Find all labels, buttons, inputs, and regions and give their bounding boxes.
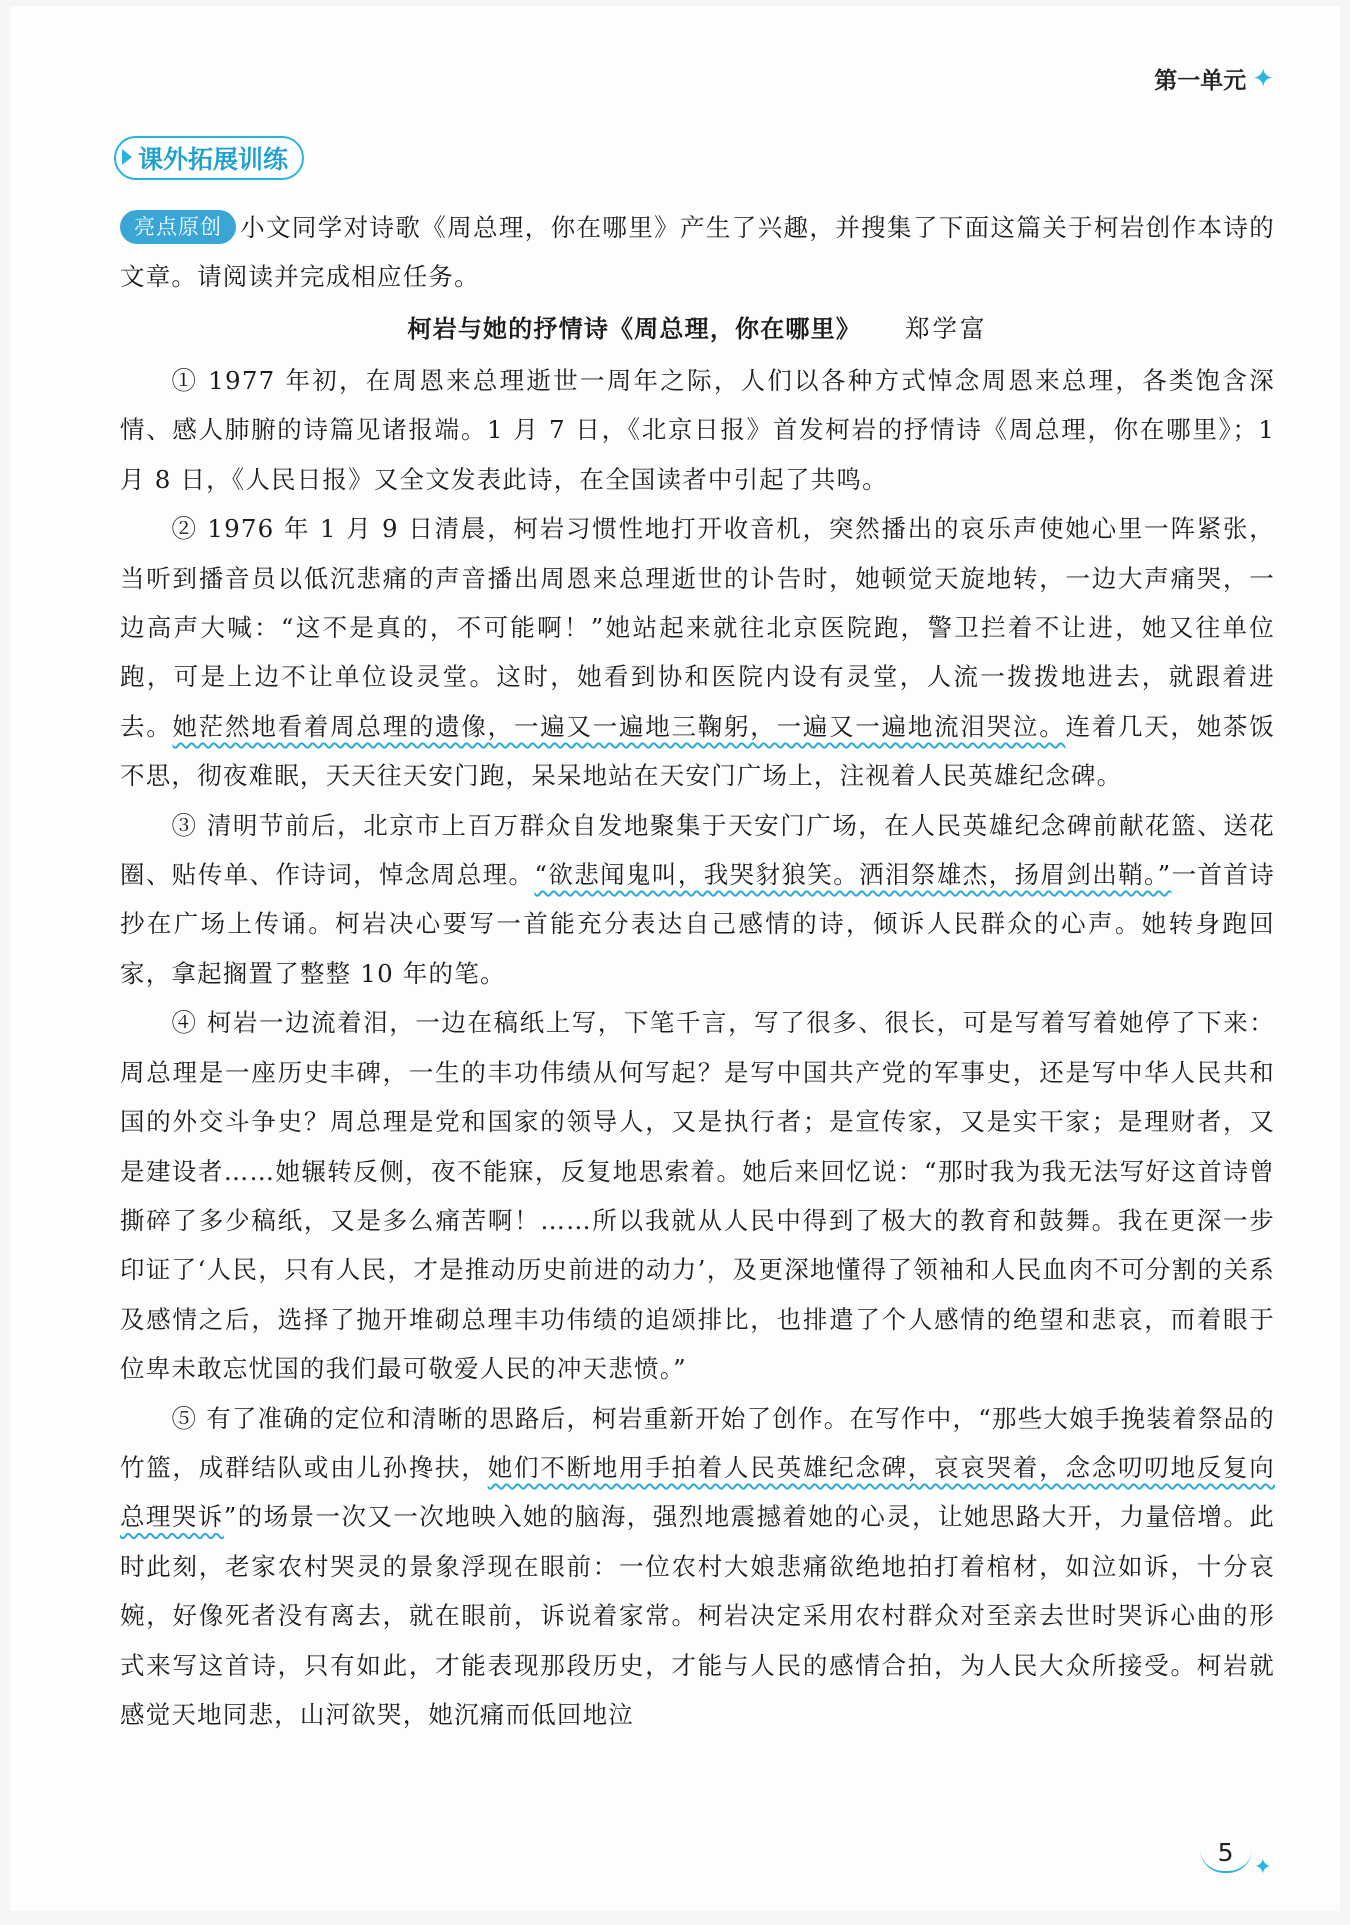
paragraph-3-text-a: ③ 清明节前后，北京市上百万群众自发地聚集于天安门广场，在人民英雄纪念碑前献花篮、送花圈、贴传单、作诗词，悼念周总理。 — [120, 810, 1275, 890]
section-title-pill — [114, 136, 304, 180]
paragraph-4: ④ 柯岩一边流着泪，一边在稿纸上写，下笔千言，写了很多、很长，可是写着写着她停了下来：周总理是一座历史丰碑，一生的丰功伟绩从何写起？是写中国共产党的军事史，还是写中华人民共和国的外交斗争史？周总理是党和国家的领导人，又是执行者；是宣传家，又是实干家；是理财者，又是建设者……她辗转反侧，夜不能寐，反复地思索着。她后来回忆说：“那时我为我无法写好这首诗曾撕碎了多少稿纸，又是多么痛苦啊！……所以我就从人民中得到了极大的教育和鼓舞。我在更深一步印证了‘人民，只有人民，才是推动历史前进的动力’，及更深地懂得了领袖和人民血肉不可分割的关系及感情之后，选择了抛开堆砌总理丰功伟绩的追颂排比，也排遣了个人感情的绝望和悲哀，而着眼于位卑未敢忘忧国的我们最可敬爱人民的冲天悲愤。” — [120, 1008, 1275, 1384]
article-heading — [120, 308, 1275, 350]
sparkle-icon: ✦ — [1253, 1855, 1272, 1880]
article-title: 柯岩与她的抒情诗《周总理，你在哪里》 — [407, 315, 862, 343]
play-arrow-icon — [122, 149, 132, 165]
article-author: 郑学富 — [905, 314, 988, 343]
unit-title: 第一单元 — [1154, 68, 1247, 94]
intro-text: 小文同学对诗歌《周总理，你在哪里》产生了兴趣，并搜集了下面这篇关于柯岩创作本诗的文章。请阅读并完成相应任务。 — [120, 213, 1275, 291]
paragraph-2-text-b: 连着几天，她茶饭不思，彻夜难眠，天天往天安门跑，呆呆地站在天安门广场上，注视着人民英雄纪念碑。 — [120, 711, 1275, 791]
paragraph-2-underlined: 她茫然地看着周总理的遗像，一遍又一遍地三鞠躬，一遍又一遍地流泪哭泣。 — [172, 711, 1066, 741]
paragraph-3-text-b: 一首首诗抄在广场上传诵。柯岩决心要写一首能充分表达自己感情的诗，倾诉人民群众的心声。她转身跑回家，拿起搁置了整整 10 年的笔。 — [120, 860, 1276, 988]
paragraph-5-text-b: ”的场景一次又一次地映入她的脑海，强烈地震撼着她的心灵，让她思路大开，力量倍增。此时此刻，老家农村哭灵的景象浮现在眼前：一位农村大娘悲痛欲绝地拍打着棺材，如泣如诉，十分哀婉，好像死者没有离去，就在眼前，诉说着家常。柯岩决定采用农村群众对至亲去世时哭诉心曲的形式来写这首诗，只有如此，才能表现那段历史，才能与人民的感情合拍，为人民大众所接受。柯岩就感觉天地同悲，山河欲哭，她沉痛而低回地泣 — [120, 1502, 1275, 1729]
paragraph-5-text-a: ⑤ 有了准确的定位和清晰的思路后，柯岩重新开始了创作。在写作中，“那些大娘手挽装着祭品的竹篮，成群结队或由儿孙搀扶， — [120, 1403, 1275, 1482]
intro-paragraph — [120, 203, 1275, 301]
textbook-page — [10, 6, 1340, 1911]
original-badge: 亮点原创 — [120, 210, 236, 244]
paragraph-3 — [120, 801, 1275, 999]
section-title: 课外拓展训练 — [138, 145, 289, 174]
main-content — [120, 203, 1275, 1739]
paragraph-5 — [120, 1394, 1275, 1740]
paragraph-3-underlined: “欲悲闻鬼叫，我哭豺狼笑。洒泪祭雄杰，扬眉剑出鞘。” — [534, 860, 1172, 890]
paragraph-2-text-a: ② 1976 年 1 月 9 日清晨，柯岩习惯性地打开收音机，突然播出的哀乐声使她心里一阵紧张，当听到播音员以低沉悲痛的声音播出周恩来总理逝世的讣告时，她顿觉天旋地转，一边大声痛哭，一边高声大喊：“这不是真的，不可能啊！”她站起来就往北京医院跑，警卫拦着不让进，她又往单位跑，可是上边不让单位设灵堂。这时，她看到协和医院内设有灵堂，人流一拨拨地进去，就跟着进去。 — [120, 514, 1275, 741]
paragraph-1: ① 1977 年初，在周恩来总理逝世一周年之际，人们以各种方式悼念周恩来总理，各类饱含深情、感人肺腑的诗篇见诸报端。1 月 7 日，《北京日报》首发柯岩的抒情诗《周总理，你在哪里》；1 月 8 日，《人民日报》又全文发表此诗，在全国读者中引起了共鸣。 — [120, 366, 1275, 494]
unit-header — [1154, 62, 1274, 95]
sparkle-icon: ✦ — [1252, 63, 1274, 94]
page-number: 5 — [1200, 1838, 1252, 1873]
paragraph-2 — [120, 504, 1275, 800]
page-number-badge — [1200, 1831, 1272, 1879]
paragraph-5-underlined: 她们不断地用手拍着人民英雄纪念碑，哀哀哭着，念念叨叨地反复向总理哭诉 — [120, 1452, 1275, 1532]
